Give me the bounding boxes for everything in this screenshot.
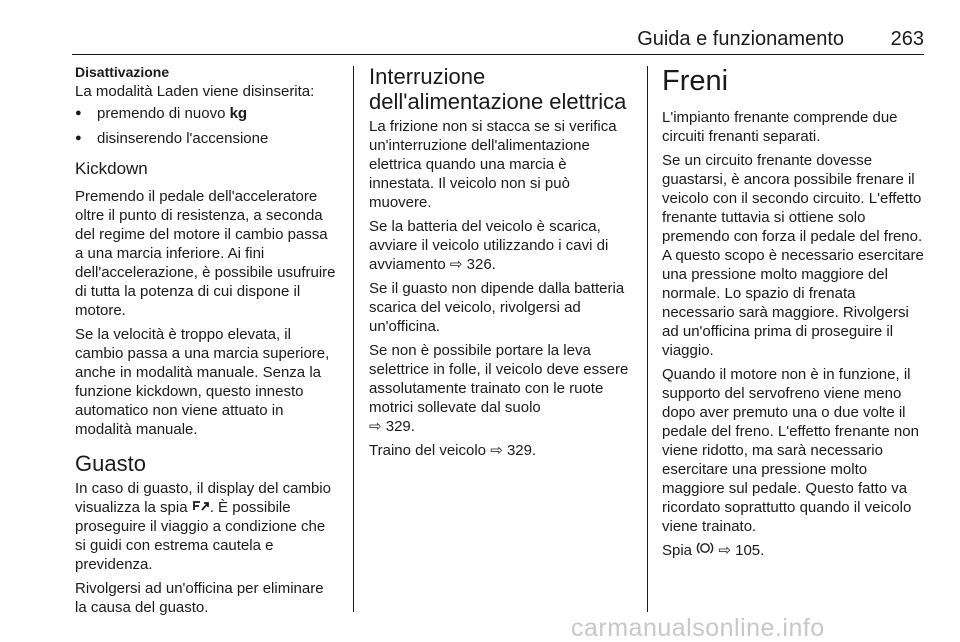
page-number: 263 bbox=[890, 28, 924, 50]
paragraph-text: Spia bbox=[662, 542, 693, 559]
list-item-keyword: kg bbox=[229, 105, 248, 122]
paragraph: La frizione non si stacca se si verifica un'interruzione dell'alimentazione elettrica quando una marcia è innestata. Il veicolo non si può muovere. bbox=[369, 118, 617, 211]
column-1 bbox=[75, 64, 337, 622]
column-2 bbox=[369, 64, 631, 465]
list-item-text: disinserendo l'accensione bbox=[97, 130, 269, 147]
paragraph-text: Se non è possibile portare la leva selettrice in folle, il veicolo deve essere assolutamente trainato con le ruote motrici sollevate dal suolo bbox=[369, 342, 629, 416]
paragraph bbox=[369, 217, 631, 274]
list-item-text: premendo di nuovo bbox=[97, 105, 230, 122]
column-3 bbox=[662, 64, 924, 565]
heading-freni: Freni bbox=[662, 65, 729, 97]
page-ref-arrow-icon: ⇨ bbox=[490, 442, 503, 459]
list-item bbox=[75, 104, 337, 123]
paragraph-text: In caso di guasto, il display del cambio visualizza la spia bbox=[75, 480, 331, 516]
gearbox-warning-icon bbox=[192, 498, 210, 517]
paragraph-text: Traino del veicolo bbox=[369, 442, 487, 459]
page-ref-arrow-icon: ⇨ bbox=[718, 542, 731, 559]
page-ref: 105. bbox=[735, 542, 765, 559]
paragraph bbox=[369, 441, 631, 460]
paragraph: Rivolgersi ad un'officina per eliminare la causa del guasto. bbox=[75, 580, 324, 616]
paragraph-text: . È possibile proseguire il viaggio a condizione che si guidi con estrema cautela e previdenza. bbox=[75, 499, 326, 573]
page-ref-arrow-icon: ⇨ bbox=[369, 418, 382, 435]
paragraph: Se la velocità è troppo elevata, il cambio passa a una marcia superiore, anche in modalità manuale. Senza la funzione kickdown, questo innesto automatico non viene attuato in modalità manuale. bbox=[75, 326, 330, 438]
watermark: carmanualsonline.info bbox=[571, 614, 825, 642]
page-ref: 329. bbox=[385, 418, 415, 435]
paragraph: Quando il motore non è in funzione, il supporto del servofreno viene meno dopo aver premuto una o due volte il pedale del freno. L'effetto frenante non viene ridotto, ma sarà necessario esercitare una pressione molto maggiore sul pedale. Questo fatto va ricordato soprattutto quando il veicolo viene trainato. bbox=[662, 366, 919, 535]
paragraph: Premendo il pedale dell'acceleratore oltre il punto di resistenza, a seconda del regime del motore il cambio passa a una marcia inferiore. Ai fini dell'accelerazione, è possibile usufruire di tutta la potenza di cui dispone il motore. bbox=[75, 188, 336, 319]
column-divider-2 bbox=[647, 66, 648, 612]
paragraph bbox=[369, 341, 631, 436]
subheading-disattivazione: Disattivazione bbox=[75, 64, 170, 80]
paragraph-text: Se la batteria del veicolo è scarica, avviare il veicolo utilizzando i cavi di avviamento bbox=[369, 218, 609, 273]
header-section-title: Guida e funzionamento bbox=[637, 28, 844, 50]
paragraph: Se il guasto non dipende dalla batteria scarica del veicolo, rivolgersi ad un'officina. bbox=[369, 280, 625, 335]
column-divider-1 bbox=[353, 66, 354, 612]
paragraph: L'impianto frenante comprende due circuiti frenanti separati. bbox=[662, 109, 898, 145]
page-header bbox=[72, 26, 924, 52]
bullet-list bbox=[75, 104, 337, 148]
heading-kickdown: Kickdown bbox=[75, 159, 148, 178]
heading-interruzione: Interruzione dell'alimentazione elettrica bbox=[369, 64, 627, 114]
list-item bbox=[75, 129, 337, 148]
paragraph: La modalità Laden viene disinserita: bbox=[75, 83, 315, 100]
heading-guasto: Guasto bbox=[75, 451, 146, 476]
page-ref: 329. bbox=[506, 442, 537, 459]
header-rule bbox=[72, 54, 924, 55]
page-ref: 326. bbox=[466, 256, 496, 273]
paragraph bbox=[662, 541, 924, 560]
page-ref-arrow-icon: ⇨ bbox=[449, 256, 463, 273]
brake-warning-icon bbox=[696, 541, 714, 560]
paragraph: Se un circuito frenante dovesse guastarsi, è ancora possibile frenare il veicolo con il secondo circuito. L'effetto frenante tuttavia si ottiene solo premendo con forza il pedale del freno. A questo scopo è necessario esercitare una pressione molto maggiore del normale. Lo spazio di frenata necessario sarà maggiore. Rivolgersi ad un'officina prima di proseguire il viaggio. bbox=[662, 152, 924, 359]
paragraph bbox=[75, 479, 337, 574]
